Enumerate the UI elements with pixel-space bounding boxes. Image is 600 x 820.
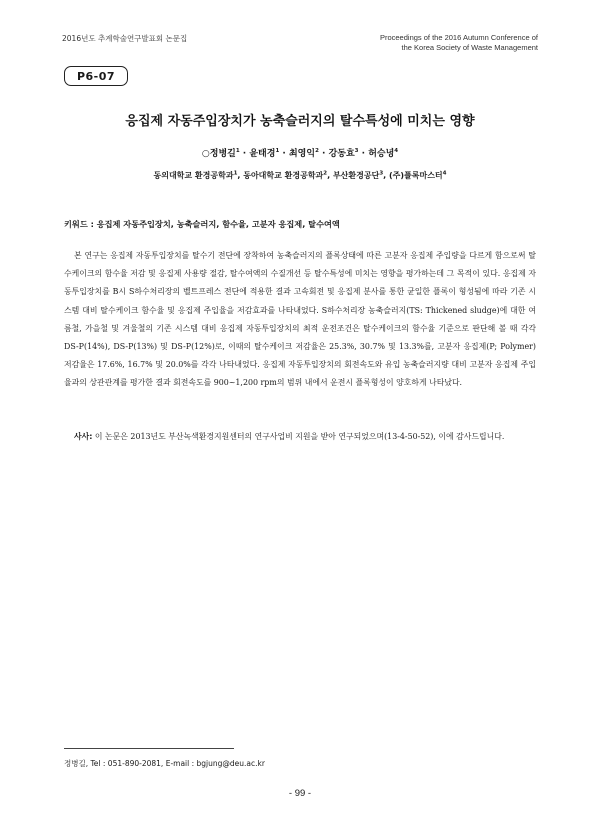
author-separator: · — [279, 149, 289, 159]
affiliation-name: 부산환경공단 — [332, 171, 380, 180]
abstract-body: 본 연구는 응집제 자동투입장치를 탈수기 전단에 장착하여 농축슬러지의 플록상태에 따른 고분자 응집제 주입량을 다르게 함으로써 탈수케이크의 함수율 저감 및 응집제 사용량 절감, 탈수여액의 수질개선 등 탈수특성에 미치는 영향을 평가하는데 그 목적이 있다. 응집제 자동투입장치를 B시 S하수처리장의 벨트프레스 전단에 적용한 결과 고속회전 및 응집제 분사를 통한 균일한 플록이 형성됨에 따라 기존 시스템 대비 탈수케이크 함수율 및 응집제 주입율을 저감효과를 나타내었다. S하수처리장 농축슬러지(TS: Thickened sludge)에 대한 여름철, 가을철 및 겨울철의 기존 시스템 대비 응집제 자동투입장치의 최적 운전조건은 탈수케이크의 함수율 기준으로 판단해 볼 때 각각 DS-P(14%), DS-P(13%) 및 DS-P(12%)로, 이때의 탈수케이크 저감율은 25.3%, 30.7% 및 13.3%를, 고분자 응집제(P; Polymer) 저감율은 17.6%, 16.7% 및 20.0%를 각각 나타내었다. 응집제 자동투입장치의 회전속도와 유입 농축슬러지량 대비 고분자 응집제 주입율과의 상관관계를 평가한 결과 회전속도를 900~1,200 rpm의 범위 내에서 운전시 플록형성이 양호하게 나타났다. — [64, 251, 536, 388]
author-name: 윤태경 — [249, 149, 276, 159]
running-header-right-line1: Proceedings of the 2016 Autumn Conference of — [379, 33, 538, 42]
paper-code-badge: P6-07 — [64, 66, 128, 86]
author-3 — [289, 149, 319, 159]
page-number: - 99 - — [288, 788, 312, 799]
acknowledgment-text: 이 논문은 2013년도 부산녹색환경지원센터의 연구사업비 지원을 받아 연구되었으며(13-4-50-52), 이에 감사드립니다. — [92, 432, 505, 441]
author-1 — [202, 149, 240, 159]
author-4 — [329, 149, 359, 159]
author-sup: 4 — [394, 148, 399, 154]
affiliation-4 — [389, 171, 447, 180]
affiliation-3 — [333, 171, 383, 180]
acknowledgment — [64, 428, 536, 446]
author-separator: · — [358, 149, 369, 159]
footnote-divider — [64, 748, 234, 749]
author-name: 허승녕 — [368, 149, 395, 159]
author-5 — [368, 149, 398, 159]
keywords: 키워드 : 응집제 자동주입장치, 농축슬러지, 함수율, 고분자 응집제, 탈수여액 — [64, 219, 340, 229]
affiliation-name: 동의대학교 환경공학과 — [153, 171, 234, 180]
affiliation-sup: 4 — [442, 170, 447, 177]
author-separator: · — [318, 149, 329, 159]
acknowledgment-label: 사사: — [74, 432, 93, 441]
running-header-right-line2: the Korea Society of Waste Management — [401, 43, 538, 53]
author-separator: · — [239, 149, 250, 159]
affiliation-sup: 3 — [379, 170, 384, 177]
affiliation-name: 동아대학교 환경공학과 — [243, 171, 324, 180]
affiliation-1 — [153, 171, 237, 180]
presenter-mark: ○ — [201, 149, 210, 159]
author-sup: 1 — [275, 148, 280, 154]
affiliation-sup: 1 — [233, 170, 238, 177]
author-2 — [249, 149, 279, 159]
affiliation-2 — [243, 171, 327, 180]
author-name: 정병길 — [209, 149, 236, 159]
author-sup: 3 — [354, 148, 359, 154]
affiliation-name: (주)플록마스터 — [388, 171, 443, 180]
affiliation-list: 동의대학교 환경공학과$^1$, 동아대학교 환경공학과$^2$, 부산환경공단$^3$, (주)플록마스터$^4$ — [153, 170, 447, 180]
paper-title: 응집제 자동주입장치가 농축슬러지의 탈수특성에 미치는 영향 — [125, 114, 475, 129]
author-name: 강동효 — [328, 149, 355, 159]
running-header-right — [380, 33, 538, 53]
author-sup: 2 — [315, 148, 319, 154]
corresponding-author-footnote: 정병길, Tel : 051-890-2081, E-mail : bgjung@deu.ac.kr — [64, 759, 265, 768]
author-name: 최영익 — [288, 149, 316, 159]
author-list — [62, 146, 538, 159]
affiliation-sup: 2 — [323, 170, 328, 177]
author-sup: 1 — [235, 148, 240, 154]
running-header-left: 2016년도 추계학술연구발표회 논문집 — [62, 34, 188, 43]
